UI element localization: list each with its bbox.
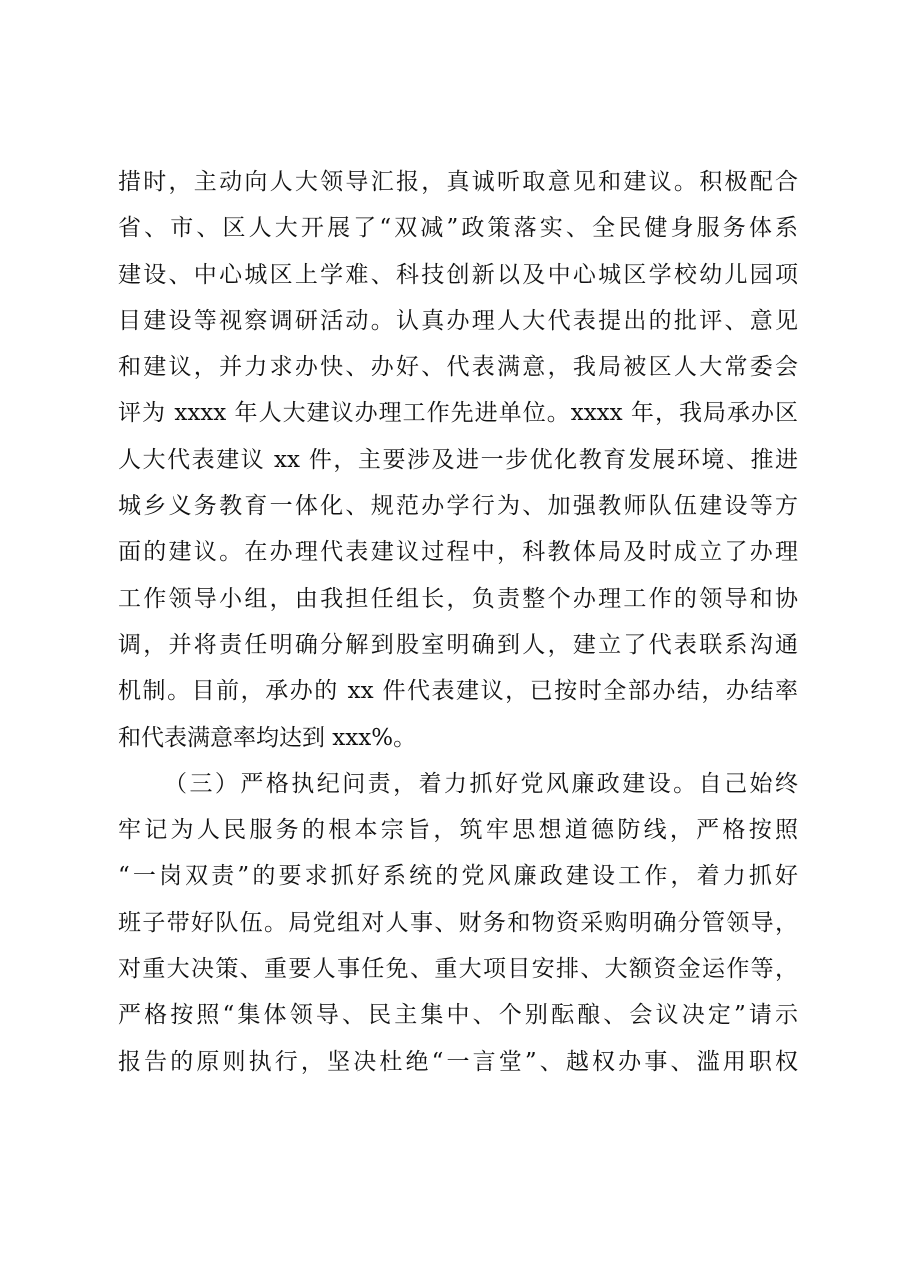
text-line: 对重大决策、重要人事任免、重大项目安排、大额资金运作等， (118, 956, 798, 983)
text-line: 和建议，并力求办快、办好、代表满意，我局被区人大常委会 (118, 354, 798, 381)
text-line: 目建设等视察调研活动。认真办理人大代表提出的批评、意见 (118, 307, 798, 334)
text-line: 城乡义务教育一体化、规范办学行为、加强教师队伍建设等方 (118, 493, 798, 520)
text-line: 省、市、区人大开展了“双减”政策落实、全民健身服务体系 (118, 215, 798, 242)
text-line: 建设、中心城区上学难、科技创新以及中心城区学校幼儿园项 (118, 261, 798, 288)
text-line: 调，并将责任明确分解到股室明确到人，建立了代表联系沟通 (118, 631, 798, 658)
text-line: “一岗双责”的要求抓好系统的党风廉政建设工作，着力抓好 (118, 863, 798, 890)
body-text (118, 159, 798, 1085)
text-line: 措时，主动向人大领导汇报，真诚听取意见和建议。积极配合 (118, 169, 798, 195)
text-line: 评为 xxxx 年人大建议办理工作先进单位。xxxx 年，我局承办区 (118, 400, 798, 427)
text-line: 机制。目前，承办的 xx 件代表建议，已按时全部办结，办结率 (118, 678, 798, 705)
text-line: 人大代表建议 xx 件，主要涉及进一步优化教育发展环境、推进 (118, 446, 798, 473)
text-line: 班子带好队伍。局党组对人事、财务和物资采购明确分管领导， (118, 909, 798, 936)
text-line: 牢记为人民服务的根本宗旨，筑牢思想道德防线，严格按照 (118, 817, 798, 844)
text-line: 严格按照“集体领导、民主集中、个别酝酿、会议决定”请示 (118, 1002, 798, 1029)
text-line: 报告的原则执行，坚决杜绝“一言堂”、越权办事、滥用职权 (118, 1048, 798, 1075)
text-line: 工作领导小组，由我担任组长，负责整个办理工作的领导和协 (118, 585, 798, 612)
text-line: 面的建议。在办理代表建议过程中，科教体局及时成立了办理 (118, 539, 798, 566)
paragraph-end-line: 和代表满意率均达到 xxx%。 (118, 724, 417, 751)
section-heading-line: （三）严格执纪问责，着力抓好党风廉政建设。自己始终 (164, 770, 798, 797)
